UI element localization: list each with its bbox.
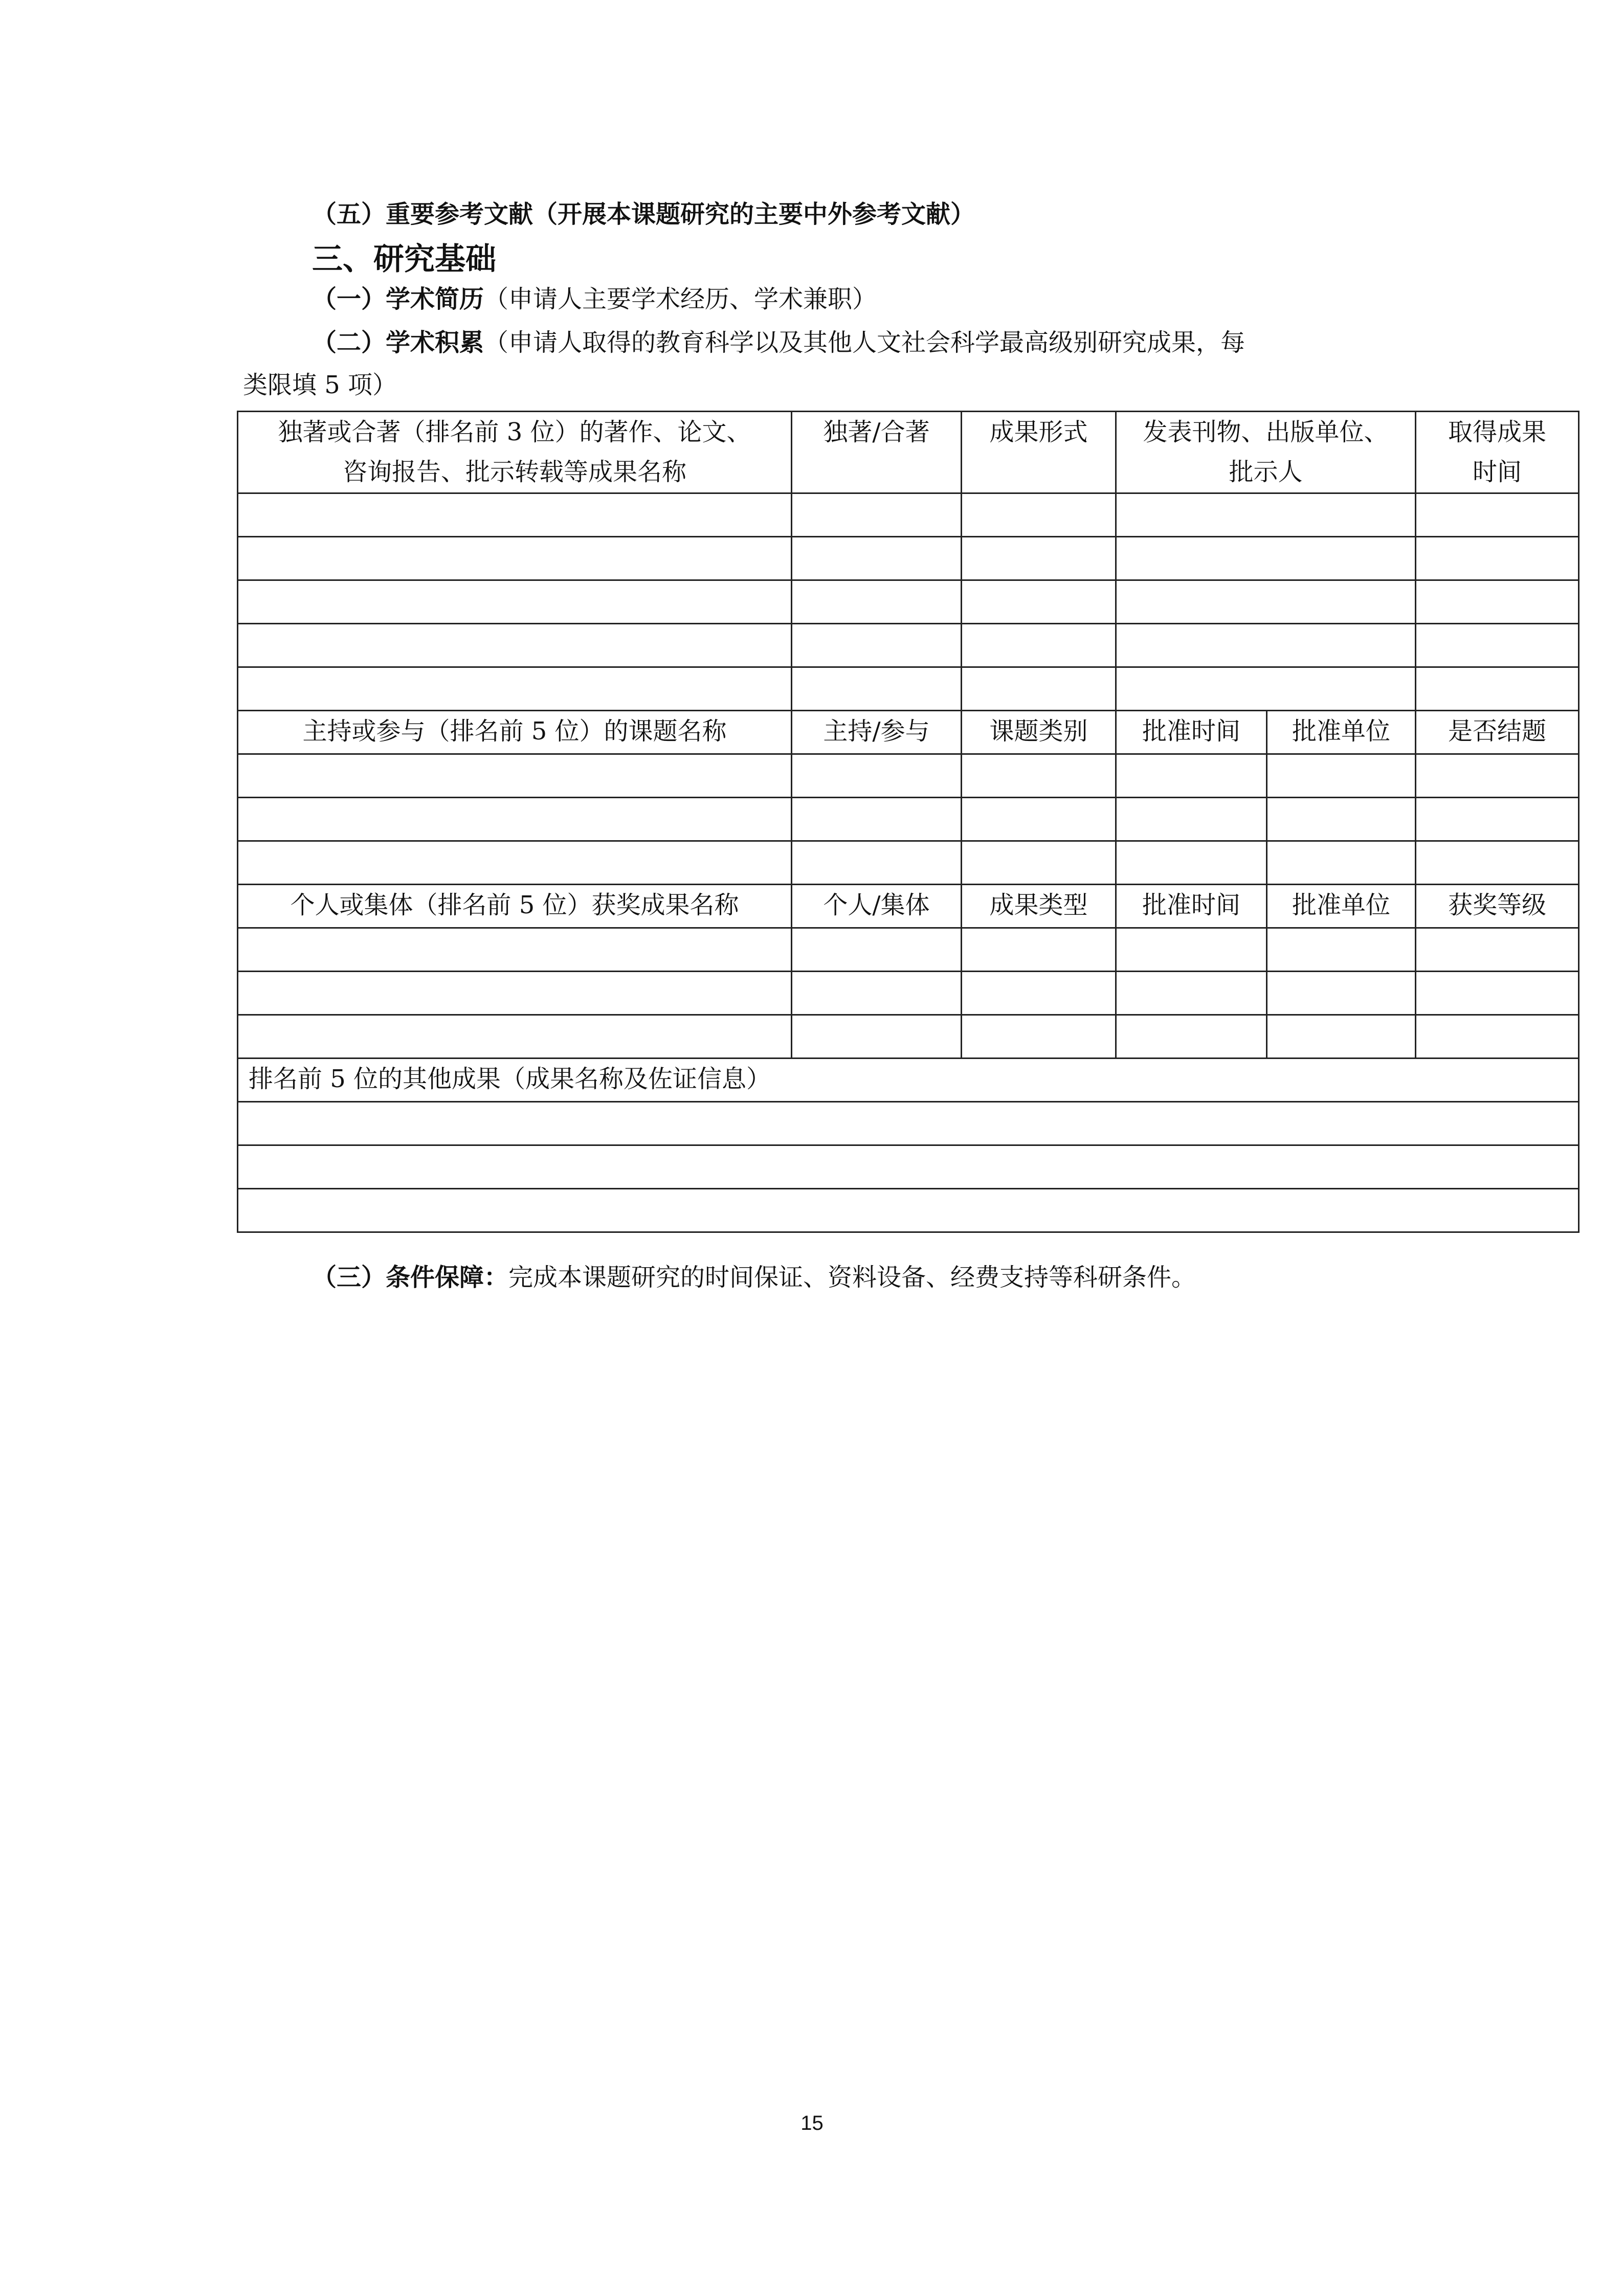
entry-cell[interactable] xyxy=(1116,972,1267,1015)
table-header-row xyxy=(238,711,1579,754)
entry-cell[interactable] xyxy=(1267,754,1416,798)
subsection-academic-resume xyxy=(312,287,877,311)
entry-cell[interactable] xyxy=(1116,537,1416,580)
entry-cell[interactable] xyxy=(792,972,962,1015)
entry-cell[interactable] xyxy=(962,1015,1116,1059)
table-row xyxy=(238,624,1579,667)
table-row xyxy=(238,754,1579,798)
entry-cell[interactable] xyxy=(1116,754,1267,798)
entry-cell[interactable] xyxy=(1416,667,1579,711)
entry-cell[interactable] xyxy=(238,580,792,624)
entry-cell[interactable] xyxy=(238,1189,1579,1232)
entry-cell[interactable] xyxy=(1416,798,1579,841)
entry-cell[interactable] xyxy=(238,841,792,885)
entry-cell[interactable] xyxy=(1267,928,1416,972)
header-cell: 成果形式 xyxy=(962,412,1116,493)
subsection-academic-accumulation xyxy=(312,330,1245,355)
header-cell: 批准时间 xyxy=(1116,885,1267,928)
entry-cell[interactable] xyxy=(1416,841,1579,885)
entry-cell[interactable] xyxy=(1116,928,1267,972)
entry-cell[interactable] xyxy=(1267,841,1416,885)
table-row xyxy=(238,580,1579,624)
entry-cell[interactable] xyxy=(1416,754,1579,798)
entry-cell[interactable] xyxy=(792,667,962,711)
entry-cell[interactable] xyxy=(1267,972,1416,1015)
entry-cell[interactable] xyxy=(962,493,1116,537)
entry-cell[interactable] xyxy=(792,580,962,624)
header-cell: 获奖等级 xyxy=(1416,885,1579,928)
entry-cell[interactable] xyxy=(238,624,792,667)
entry-cell[interactable] xyxy=(962,972,1116,1015)
table-row xyxy=(238,493,1579,537)
subsection-conditions xyxy=(312,1265,1196,1290)
entry-cell[interactable] xyxy=(962,928,1116,972)
entry-cell[interactable] xyxy=(238,493,792,537)
references-heading: （五）重要参考文献（开展本课题研究的主要中外参考文献） xyxy=(312,200,975,229)
header-cell: 发表刊物、出版单位、 批示人 xyxy=(1116,412,1416,493)
entry-cell[interactable] xyxy=(792,493,962,537)
table-header-row xyxy=(238,412,1579,493)
entry-cell[interactable] xyxy=(238,928,792,972)
entry-cell[interactable] xyxy=(792,754,962,798)
entry-cell[interactable] xyxy=(1416,493,1579,537)
entry-cell[interactable] xyxy=(238,1145,1579,1189)
entry-cell[interactable] xyxy=(1267,798,1416,841)
table-header-row xyxy=(238,1059,1579,1102)
entry-cell[interactable] xyxy=(238,754,792,798)
table-row xyxy=(238,1189,1579,1232)
header-cell: 成果类型 xyxy=(962,885,1116,928)
header-cell: 独著/合著 xyxy=(792,412,962,493)
header-cell: 排名前 5 位的其他成果（成果名称及佐证信息） xyxy=(238,1059,1579,1102)
entry-cell[interactable] xyxy=(792,624,962,667)
entry-cell[interactable] xyxy=(1416,1015,1579,1059)
header-cell: 是否结题 xyxy=(1416,711,1579,754)
table-row xyxy=(238,1102,1579,1145)
table-row xyxy=(238,972,1579,1015)
entry-cell[interactable] xyxy=(1416,580,1579,624)
page-number: 15 xyxy=(800,2112,824,2134)
header-cell: 批准时间 xyxy=(1116,711,1267,754)
header-cell: 主持或参与（排名前 5 位）的课题名称 xyxy=(238,711,792,754)
entry-cell[interactable] xyxy=(962,798,1116,841)
entry-cell[interactable] xyxy=(792,537,962,580)
entry-cell[interactable] xyxy=(792,1015,962,1059)
entry-cell[interactable] xyxy=(962,537,1116,580)
entry-cell[interactable] xyxy=(1416,928,1579,972)
entry-cell[interactable] xyxy=(238,667,792,711)
entry-cell[interactable] xyxy=(238,972,792,1015)
header-cell: 课题类别 xyxy=(962,711,1116,754)
subsection-note: 完成本课题研究的时间保证、资料设备、经费支持等科研条件。 xyxy=(508,1263,1196,1292)
entry-cell[interactable] xyxy=(1116,841,1267,885)
header-cell: 主持/参与 xyxy=(792,711,962,754)
header-cell: 批准单位 xyxy=(1267,711,1416,754)
subsection-label: （二）学术积累 xyxy=(312,328,484,357)
header-cell: 批准单位 xyxy=(1267,885,1416,928)
entry-cell[interactable] xyxy=(238,1015,792,1059)
entry-cell[interactable] xyxy=(792,798,962,841)
table-row xyxy=(238,928,1579,972)
subsection-note: （申请人主要学术经历、学术兼职） xyxy=(484,285,877,313)
header-cell: 取得成果 时间 xyxy=(1416,412,1579,493)
research-achievements-table xyxy=(237,411,1579,1233)
entry-cell[interactable] xyxy=(238,1102,1579,1145)
entry-cell[interactable] xyxy=(238,798,792,841)
entry-cell[interactable] xyxy=(1116,580,1416,624)
header-cell: 个人/集体 xyxy=(792,885,962,928)
table-row xyxy=(238,841,1579,885)
entry-cell[interactable] xyxy=(1267,1015,1416,1059)
subsection-label: （三）条件保障： xyxy=(312,1263,509,1292)
table-row xyxy=(238,1015,1579,1059)
subsection-note-continued: 类限填 5 项） xyxy=(243,371,397,399)
entry-cell[interactable] xyxy=(792,928,962,972)
entry-cell[interactable] xyxy=(1116,798,1267,841)
entry-cell[interactable] xyxy=(1116,667,1416,711)
entry-cell[interactable] xyxy=(1116,624,1416,667)
entry-cell[interactable] xyxy=(238,537,792,580)
entry-cell[interactable] xyxy=(962,580,1116,624)
table-row xyxy=(238,667,1579,711)
table-header-row xyxy=(238,885,1579,928)
entry-cell[interactable] xyxy=(792,841,962,885)
entry-cell[interactable] xyxy=(1416,624,1579,667)
section-title: 三、研究基础 xyxy=(312,241,496,277)
entry-cell[interactable] xyxy=(962,624,1116,667)
table-row xyxy=(238,537,1579,580)
entry-cell[interactable] xyxy=(1116,493,1416,537)
entry-cell[interactable] xyxy=(962,667,1116,711)
entry-cell[interactable] xyxy=(962,841,1116,885)
table-row xyxy=(238,1145,1579,1189)
subsection-note: （申请人取得的教育科学以及其他人文社会科学最高级别研究成果，每 xyxy=(484,328,1245,357)
entry-cell[interactable] xyxy=(962,754,1116,798)
header-cell: 个人或集体（排名前 5 位）获奖成果名称 xyxy=(238,885,792,928)
entry-cell[interactable] xyxy=(1416,537,1579,580)
table-row xyxy=(238,798,1579,841)
entry-cell[interactable] xyxy=(1416,972,1579,1015)
subsection-label: （一）学术简历 xyxy=(312,285,484,313)
header-cell: 独著或合著（排名前 3 位）的著作、论文、 咨询报告、批示转载等成果名称 xyxy=(238,412,792,493)
entry-cell[interactable] xyxy=(1116,1015,1267,1059)
